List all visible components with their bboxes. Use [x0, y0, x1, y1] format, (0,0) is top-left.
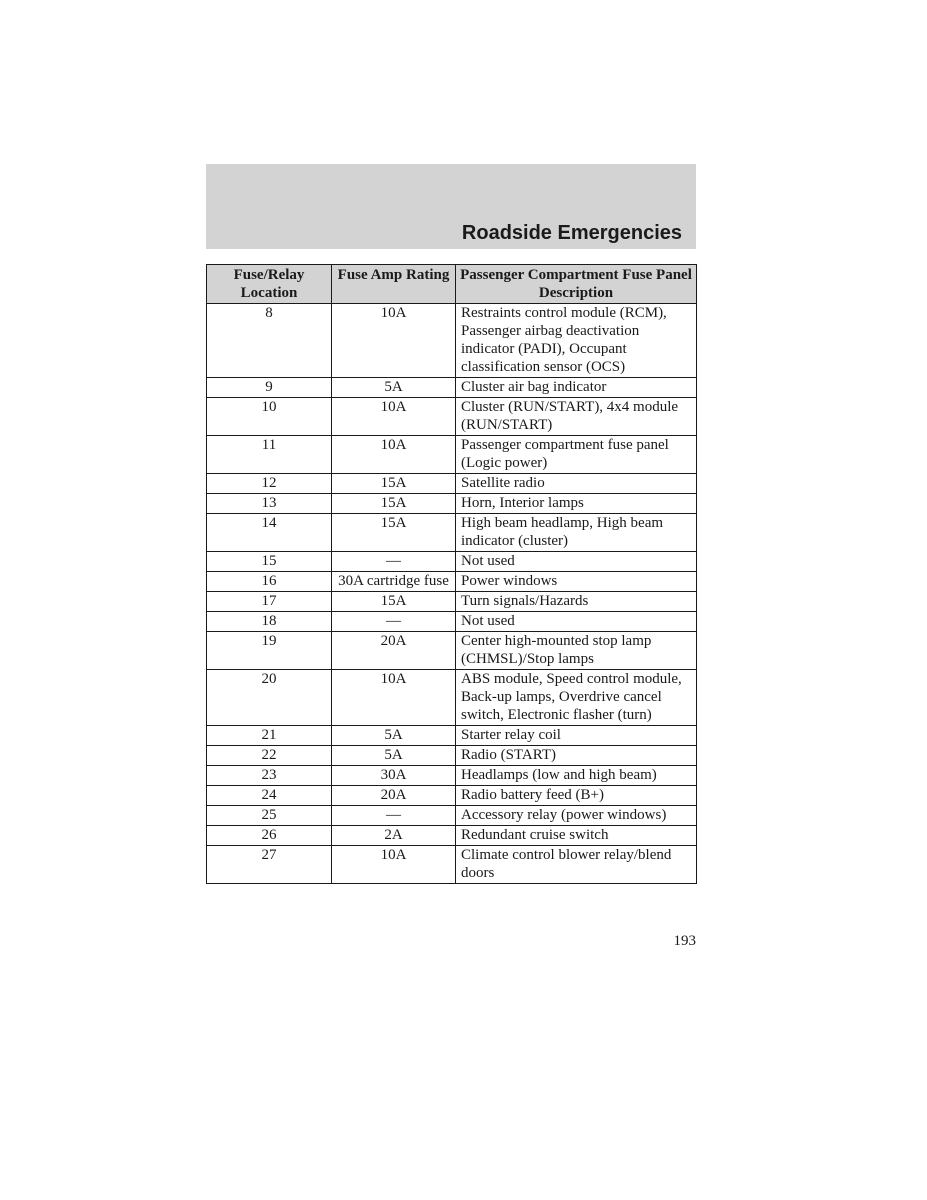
cell-rating: — [332, 806, 456, 826]
cell-location: 20 [207, 670, 332, 726]
cell-rating: 20A [332, 632, 456, 670]
cell-rating: 15A [332, 514, 456, 552]
cell-location: 18 [207, 612, 332, 632]
page-number: 193 [673, 933, 696, 949]
cell-location: 22 [207, 746, 332, 766]
cell-description: Center high-mounted stop lamp (CHMSL)/Stop lamps [456, 632, 697, 670]
cell-rating: 10A [332, 846, 456, 884]
cell-description: Power windows [456, 572, 697, 592]
cell-rating: 10A [332, 304, 456, 378]
fuse-table-header [207, 265, 697, 304]
cell-location: 13 [207, 494, 332, 514]
cell-description: Radio (START) [456, 746, 697, 766]
cell-location: 25 [207, 806, 332, 826]
cell-location: 15 [207, 552, 332, 572]
cell-location: 12 [207, 474, 332, 494]
cell-rating: — [332, 552, 456, 572]
cell-description: Turn signals/Hazards [456, 592, 697, 612]
table-row [207, 494, 697, 514]
table-row [207, 572, 697, 592]
cell-description: Starter relay coil [456, 726, 697, 746]
column-header-rating: Fuse Amp Rating [332, 265, 456, 304]
cell-location: 26 [207, 826, 332, 846]
section-title: Roadside Emergencies [461, 222, 682, 244]
cell-rating: 30A [332, 766, 456, 786]
cell-location: 11 [207, 436, 332, 474]
cell-description: Not used [456, 612, 697, 632]
cell-location: 19 [207, 632, 332, 670]
cell-description: High beam headlamp, High beam indicator (cluster) [456, 514, 697, 552]
cell-rating: 2A [332, 826, 456, 846]
table-header-row [207, 265, 697, 304]
cell-description: Redundant cruise switch [456, 826, 697, 846]
table-row [207, 514, 697, 552]
cell-rating: 5A [332, 726, 456, 746]
table-row [207, 632, 697, 670]
cell-rating: 5A [332, 378, 456, 398]
cell-location: 21 [207, 726, 332, 746]
cell-rating: 30A cartridge fuse [332, 572, 456, 592]
table-row [207, 746, 697, 766]
cell-description: Headlamps (low and high beam) [456, 766, 697, 786]
cell-location: 27 [207, 846, 332, 884]
cell-rating: 15A [332, 494, 456, 514]
table-row [207, 304, 697, 378]
table-row [207, 726, 697, 746]
fuse-table-body [207, 304, 697, 884]
cell-location: 23 [207, 766, 332, 786]
table-row [207, 436, 697, 474]
table-row [207, 378, 697, 398]
table-row [207, 552, 697, 572]
cell-location: 8 [207, 304, 332, 378]
cell-rating: 10A [332, 436, 456, 474]
cell-description: Radio battery feed (B+) [456, 786, 697, 806]
fuse-table [206, 264, 697, 884]
cell-rating: 15A [332, 592, 456, 612]
cell-location: 17 [207, 592, 332, 612]
cell-description: Satellite radio [456, 474, 697, 494]
cell-description: Accessory relay (power windows) [456, 806, 697, 826]
cell-location: 14 [207, 514, 332, 552]
cell-description: Passenger compartment fuse panel (Logic power) [456, 436, 697, 474]
cell-rating: 10A [332, 398, 456, 436]
table-row [207, 786, 697, 806]
cell-rating: — [332, 612, 456, 632]
table-row [207, 806, 697, 826]
table-row [207, 826, 697, 846]
cell-rating: 20A [332, 786, 456, 806]
cell-description: Climate control blower relay/blend doors [456, 846, 697, 884]
cell-rating: 10A [332, 670, 456, 726]
cell-description: Horn, Interior lamps [456, 494, 697, 514]
cell-rating: 5A [332, 746, 456, 766]
cell-location: 24 [207, 786, 332, 806]
cell-description: Not used [456, 552, 697, 572]
cell-description: Cluster air bag indicator [456, 378, 697, 398]
table-row [207, 846, 697, 884]
cell-description: Cluster (RUN/START), 4x4 module (RUN/START) [456, 398, 697, 436]
table-row [207, 398, 697, 436]
table-row [207, 592, 697, 612]
cell-location: 9 [207, 378, 332, 398]
cell-description: Restraints control module (RCM), Passenger airbag deactivation indicator (PADI), Occupant classification sensor (OCS) [456, 304, 697, 378]
table-row [207, 474, 697, 494]
table-row [207, 612, 697, 632]
section-header-band [206, 164, 696, 249]
table-row [207, 766, 697, 786]
cell-description: ABS module, Speed control module, Back-up lamps, Overdrive cancel switch, Electronic flasher (turn) [456, 670, 697, 726]
column-header-description: Passenger Compartment Fuse Panel Description [456, 265, 697, 304]
table-row [207, 670, 697, 726]
cell-location: 10 [207, 398, 332, 436]
cell-rating: 15A [332, 474, 456, 494]
cell-location: 16 [207, 572, 332, 592]
column-header-location: Fuse/Relay Location [207, 265, 332, 304]
